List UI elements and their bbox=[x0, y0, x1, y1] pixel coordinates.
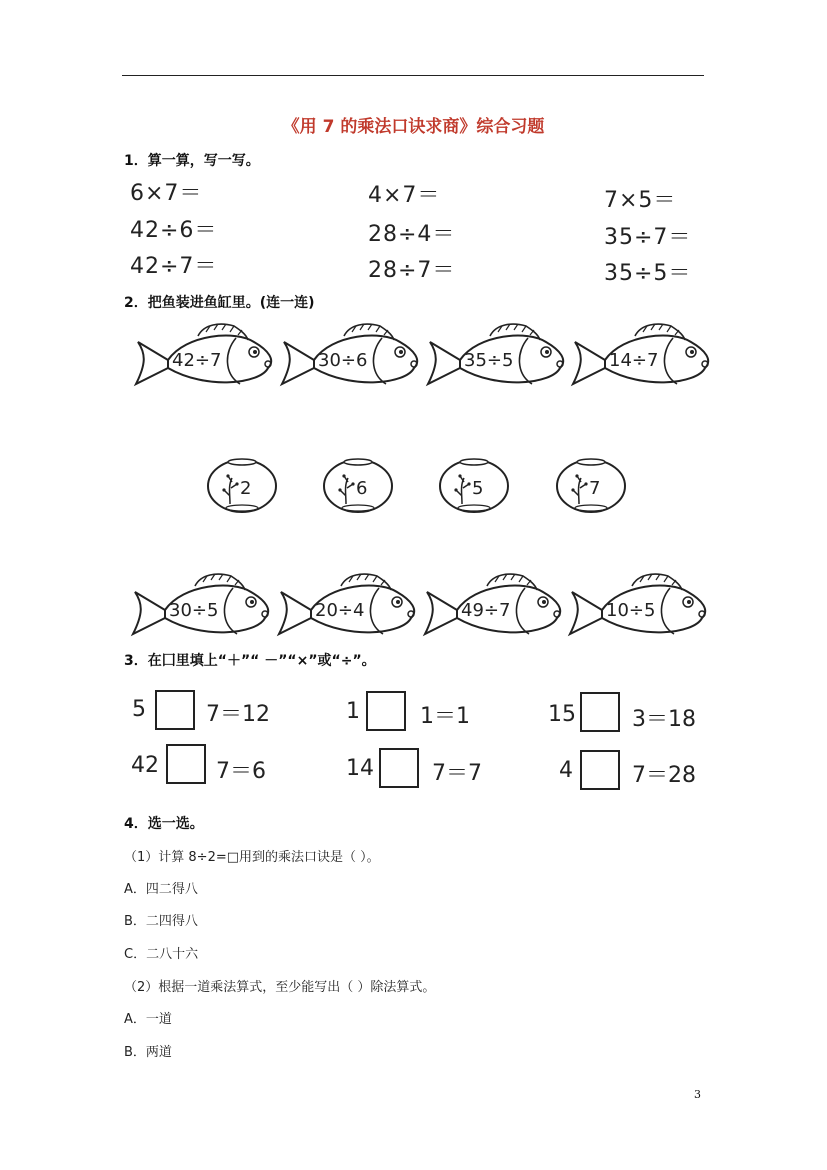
fish-bottom-3 bbox=[425, 574, 560, 634]
q3-right-expr: 7＝6 bbox=[216, 759, 266, 784]
fish-label: 30÷5 bbox=[169, 600, 219, 621]
fish-bottom-1 bbox=[133, 574, 268, 634]
q3-heading: 3．在囗里填上“＋”“ －”“×”或“÷”。 bbox=[124, 653, 376, 669]
operator-box[interactable] bbox=[366, 691, 406, 731]
q3-left-number: 4 bbox=[559, 758, 573, 783]
fish-top-1 bbox=[136, 324, 271, 384]
operator-box[interactable] bbox=[379, 748, 419, 788]
q4-question-2: （2）根据一道乘法算式，至少能写出（ ）除法算式。 bbox=[124, 980, 436, 995]
bowl-label: 2 bbox=[240, 478, 252, 499]
q1-expr: 4×7＝ bbox=[368, 183, 441, 208]
page-number: 3 bbox=[694, 1088, 701, 1101]
bowl-label: 5 bbox=[472, 478, 484, 499]
operator-box[interactable] bbox=[580, 750, 620, 790]
q1-expr: 35÷7＝ bbox=[604, 225, 692, 250]
q4-option[interactable]: B．两道 bbox=[124, 1045, 172, 1060]
q1-expr: 7×5＝ bbox=[604, 188, 677, 213]
q3-left-number: 14 bbox=[346, 756, 374, 781]
bowl-1 bbox=[208, 459, 276, 512]
fish-bottom-2 bbox=[279, 574, 414, 634]
fish-label: 14÷7 bbox=[609, 350, 659, 371]
q4-heading: 4．选一选。 bbox=[124, 816, 204, 832]
fish-bottom-4 bbox=[570, 574, 705, 634]
fish-top-4 bbox=[573, 324, 708, 384]
q4-question-1: （1）计算 8÷2=□用到的乘法口诀是（ ）。 bbox=[124, 850, 380, 865]
bowl-2 bbox=[324, 459, 392, 512]
q3-right-expr: 1＝1 bbox=[420, 704, 470, 729]
fish-label: 49÷7 bbox=[461, 600, 511, 621]
q4-option[interactable]: C．二八十六 bbox=[124, 947, 199, 962]
fish-label: 35÷5 bbox=[464, 350, 514, 371]
q2-heading: 2．把鱼装进鱼缸里。(连一连) bbox=[124, 295, 315, 311]
q1-expr: 42÷6＝ bbox=[130, 218, 218, 243]
q3-left-number: 5 bbox=[132, 697, 146, 722]
fish-label: 30÷6 bbox=[318, 350, 368, 371]
q3-left-number: 42 bbox=[131, 753, 159, 778]
fish-top-2 bbox=[282, 324, 417, 384]
fish-label: 10÷5 bbox=[606, 600, 656, 621]
q1-expr: 28÷4＝ bbox=[368, 222, 456, 247]
q4-option[interactable]: B．二四得八 bbox=[124, 914, 198, 929]
q1-expr: 28÷7＝ bbox=[368, 258, 456, 283]
q3-right-expr: 3＝18 bbox=[632, 707, 696, 732]
q1-heading: 1．算一算，写一写。 bbox=[124, 153, 260, 169]
q3-right-expr: 7＝12 bbox=[206, 702, 270, 727]
bowl-4 bbox=[557, 459, 625, 512]
bowl-label: 7 bbox=[589, 478, 601, 499]
q1-expr: 35÷5＝ bbox=[604, 261, 692, 286]
q1-expr: 42÷7＝ bbox=[130, 254, 218, 279]
q1-expr: 6×7＝ bbox=[130, 181, 203, 206]
q3-right-expr: 7＝28 bbox=[632, 763, 696, 788]
q3-left-number: 15 bbox=[548, 702, 576, 727]
bowl-3 bbox=[440, 459, 508, 512]
operator-box[interactable] bbox=[166, 744, 206, 784]
operator-box[interactable] bbox=[580, 692, 620, 732]
operator-box[interactable] bbox=[155, 690, 195, 730]
bowl-label: 6 bbox=[356, 478, 368, 499]
q3-left-number: 1 bbox=[346, 699, 360, 724]
fish-label: 42÷7 bbox=[172, 350, 222, 371]
q4-option[interactable]: A．四二得八 bbox=[124, 882, 198, 897]
q3-right-expr: 7＝7 bbox=[432, 761, 482, 786]
fish-top-3 bbox=[428, 324, 563, 384]
fish-label: 20÷4 bbox=[315, 600, 365, 621]
page-title: 《用 7 的乘法口诀求商》综合习题 bbox=[282, 117, 545, 137]
q4-option[interactable]: A．一道 bbox=[124, 1012, 172, 1027]
